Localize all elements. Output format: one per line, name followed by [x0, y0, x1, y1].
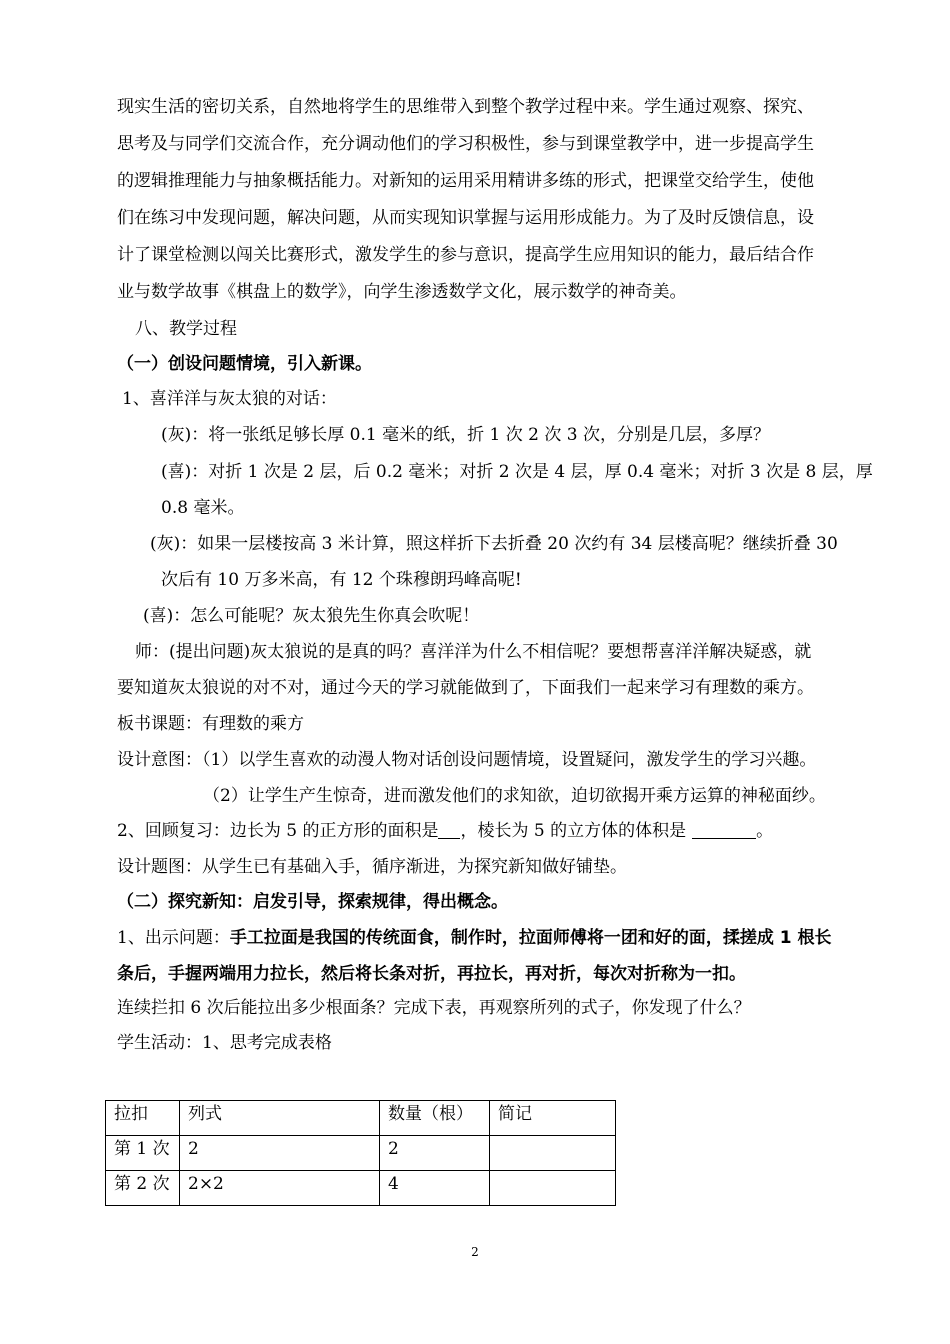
paragraph-line: 们在练习中发现问题，解决问题，从而实现知识掌握与运用形成能力。为了及时反馈信息，设 — [117, 208, 814, 228]
paragraph-line: 现实生活的密切关系，自然地将学生的思维带入到整个教学过程中来。学生通过观察、探究、 — [117, 97, 814, 117]
teacher-line: 师：(提出问题)灰太狼说的是真的吗？喜洋洋为什么不相信呢？要想帮喜洋洋解决疑惑，就 — [135, 642, 812, 662]
dialogue-line: (灰)：将一张纸足够长厚 0.1 毫米的纸，折 1 次 2 次 3 次，分别是几层，多厚？ — [161, 425, 770, 445]
student-activity: 学生活动：1、思考完成表格 — [117, 1033, 332, 1053]
table-cell: 2×2 — [180, 1171, 380, 1206]
problem-text: 手工拉面是我国的传统面食，制作时，拉面师傅将一团和好的面，揉搓成 1 根长 — [229, 928, 832, 948]
review-text: ，棱长为 5 的立方体的体积是 — [460, 821, 687, 841]
teacher-line: 要知道灰太狼说的对不对，通过今天的学习就能做到了，下面我们一起来学习有理数的乘方。 — [117, 678, 814, 698]
table-cell — [490, 1136, 616, 1171]
table-cell: 2 — [180, 1136, 380, 1171]
page-number: 2 — [471, 1245, 479, 1259]
table-cell: 第 1 次 — [106, 1136, 180, 1171]
design-intent: （2）让学生产生惊奇，进而激发他们的求知欲，迫切欲揭开乘方运算的神秘面纱。 — [203, 786, 826, 806]
review-text: 2、回顾复习：边长为 5 的正方形的面积是 — [117, 821, 439, 841]
dialogue-line: 次后有 10 万多米高，有 12 个珠穆朗玛峰高呢! — [161, 570, 522, 590]
section-heading: 八、教学过程 — [135, 319, 237, 339]
table-cell: 4 — [380, 1171, 490, 1206]
design-intent: 设计题图：从学生已有基础入手，循序渐进，为探究新知做好铺垫。 — [117, 857, 627, 877]
problem-line — [117, 928, 832, 948]
table-header: 数量（根） — [380, 1101, 490, 1136]
dialogue-line: (喜)：对折 1 次是 2 层，后 0.2 毫米；对折 2 次是 4 层，厚 0.4 毫米；对折 3 次是 8 层，厚 — [161, 462, 873, 482]
answer-blank — [692, 822, 756, 839]
paragraph-line: 的逻辑推理能力与抽象概括能力。对新知的运用采用精讲多练的形式，把课堂交给学生，使他 — [117, 171, 814, 191]
paragraph-line: 计了课堂检测以闯关比赛形式，激发学生的参与意识，提高学生应用知识的能力，最后结合作 — [117, 245, 814, 265]
subsection-heading: （一）创设问题情境，引入新课。 — [117, 354, 372, 374]
answer-blank — [438, 822, 460, 839]
table-header: 列式 — [180, 1101, 380, 1136]
table-row — [106, 1171, 616, 1206]
dialogue-line: 0.8 毫米。 — [161, 498, 245, 518]
table-header-row — [106, 1101, 616, 1136]
table-row — [106, 1136, 616, 1171]
problem-line: 连续拦扣 6 次后能拉出多少根面条？完成下表，再观察所列的式子，你发现了什么？ — [117, 998, 751, 1018]
design-intent: 设计意图：（1）以学生喜欢的动漫人物对话创设问题情境，设置疑问，激发学生的学习兴趣。 — [117, 750, 817, 770]
noodle-table — [105, 1100, 616, 1206]
table-cell: 2 — [380, 1136, 490, 1171]
table-header: 简记 — [490, 1101, 616, 1136]
board-title: 板书课题：有理数的乘方 — [117, 714, 304, 734]
dialogue-line: (灰)：如果一层楼按高 3 米计算，照这样折下去折叠 20 次约有 34 层楼高呢？继续折叠 30 — [150, 534, 838, 554]
subsection-heading: （二）探究新知：启发引导，探索规律，得出概念。 — [117, 892, 508, 912]
table-cell: 第 2 次 — [106, 1171, 180, 1206]
problem-line: 条后，手握两端用力拉长，然后将长条对折，再拉长，再对折，每次对折称为一扣。 — [117, 964, 746, 984]
review-question — [117, 821, 773, 841]
problem-label: 1、出示问题： — [117, 928, 230, 948]
paragraph-line: 业与数学故事《棋盘上的数学》，向学生渗透数学文化，展示数学的神奇美。 — [117, 282, 687, 302]
table-header: 拉扣 — [106, 1101, 180, 1136]
review-text: 。 — [756, 821, 774, 841]
dialogue-title: 1、喜洋洋与灰太狼的对话： — [122, 389, 337, 409]
dialogue-line: (喜)：怎么可能呢？灰太狼先生你真会吹呢！ — [143, 606, 480, 626]
paragraph-line: 思考及与同学们交流合作，充分调动他们的学习积极性，参与到课堂教学中，进一步提高学生 — [117, 134, 814, 154]
table-cell — [490, 1171, 616, 1206]
